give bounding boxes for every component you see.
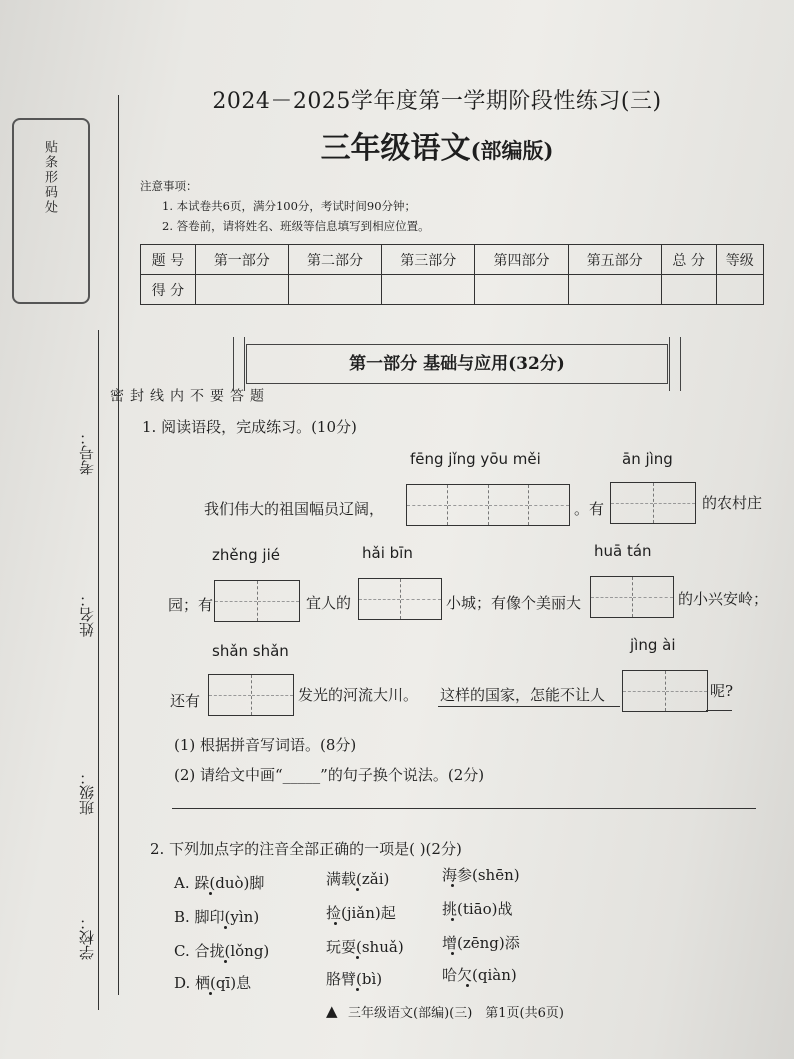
answer-grid-6[interactable] bbox=[208, 674, 294, 716]
pinyin-3: zhěng jié bbox=[212, 546, 280, 564]
q2-option-d[interactable]: D. 栖(qī)息 bbox=[174, 974, 252, 992]
triangle-icon: ▲ bbox=[326, 1002, 338, 1020]
score-table: 题 号 第一部分 第二部分 第三部分 第四部分 第五部分 总 分 等级 得 分 bbox=[140, 244, 764, 305]
field-name: 姓名： bbox=[78, 592, 96, 637]
edition: (部编版) bbox=[470, 138, 554, 163]
q2-option-b[interactable]: B. 脚印(yìn) bbox=[174, 908, 260, 926]
exam-title: 2024－2025学年度第一学期阶段性练习(三) bbox=[212, 89, 662, 114]
note-2: 2. 答卷前，请将姓名、班级等信息填写到相应位置。 bbox=[162, 219, 430, 233]
q2-option-c[interactable]: C. 合拢(lǒng) bbox=[174, 942, 270, 960]
pinyin-2: ān jìng bbox=[622, 450, 673, 468]
exam-paper: 贴条形码处 考号： 姓名： 班级： 学校： 题 答 要 不 内 线 封 密 2024－2025学年度第一学期阶段性练习(三) 三年级语文(部编版) 注意事项： 1. 本试卷共6页，满分100分，考试时间90分钟； 2. 答卷前，请将姓名、班级等信息填写到相应位置。 题 号 第一部分 第二部分 第三部分 第四部分 第五部分 总 分 等级 得 分 第一部分 基础与应用(32分) 1. 阅读语段，完成练习。(10分) fēng jǐng yōu měi ān jìng 我们伟大的祖国幅员辽阔， 。有 的农村庄 zhěng jié hǎi bīn huā tán 园；有 宜人的 小城；有像个美丽大 的小兴安岭； shǎn shǎn jìng ài 还有 发光的河流大川。 这样的国家，怎能不让人 呢? (1) 根据拼音写词语。(8分) (2) 请给文中画“_____”的句子换个说法。(2分) 2. 下列加点字的注音全部正确的一项是( )(2分) A. 跺(duò)脚 满载(zǎi) 海参(shēn) B. 脚印(yìn) 捡(jiǎn)起 挑(tiāo)战 C. 合拢(lǒng) 玩耍(shuǎ) 增(zēng)添 D. 栖(qī)息 胳臂(bì) 哈欠(qiàn) ▲ 三年级语文(部编)(三) 第1页(共6页) bbox=[0, 0, 794, 1059]
pinyin-7: jìng ài bbox=[630, 636, 676, 654]
answer-line[interactable] bbox=[172, 808, 756, 809]
note-1: 1. 本试卷共6页，满分100分，考试时间90分钟； bbox=[162, 199, 417, 213]
subject-title: 三年级语文(部编版) bbox=[320, 131, 554, 166]
underlined-sentence: 这样的国家，怎能不让人 bbox=[440, 686, 606, 704]
seal-line-text: 题 答 要 不 内 线 封 密 bbox=[108, 388, 264, 402]
part1-banner: 第一部分 基础与应用(32分) bbox=[246, 344, 668, 384]
page-footer: 三年级语文(部编)(三) 第1页(共6页) bbox=[348, 1006, 564, 1021]
answer-grid-7[interactable] bbox=[622, 670, 708, 712]
answer-grid-5[interactable] bbox=[590, 576, 674, 618]
q1-sub2: (2) 请给文中画“_____”的句子换个说法。(2分) bbox=[174, 766, 485, 784]
answer-grid-1[interactable] bbox=[406, 484, 570, 526]
pinyin-6: shǎn shǎn bbox=[212, 642, 289, 660]
field-class: 班级： bbox=[78, 770, 96, 815]
score-row-label: 得 分 bbox=[141, 275, 196, 305]
answer-grid-2[interactable] bbox=[610, 482, 696, 524]
pinyin-5: huā tán bbox=[594, 542, 652, 560]
field-exam-no: 考号： bbox=[78, 430, 96, 475]
field-school: 学校： bbox=[78, 915, 96, 960]
notes-heading: 注意事项： bbox=[140, 179, 198, 193]
pinyin-4: hǎi bīn bbox=[362, 544, 413, 562]
q2-option-a[interactable]: A. 跺(duò)脚 bbox=[174, 874, 265, 892]
margin-rule bbox=[118, 95, 119, 995]
q1-sub1: (1) 根据拼音写词语。(8分) bbox=[174, 736, 357, 754]
pinyin-1: fēng jǐng yōu měi bbox=[410, 450, 541, 468]
seal-line bbox=[98, 330, 99, 1010]
barcode-label: 贴条形码处 bbox=[42, 140, 57, 215]
q2-stem: 2. 下列加点字的注音全部正确的一项是( )(2分) bbox=[150, 840, 462, 858]
q1-stem: 1. 阅读语段，完成练习。(10分) bbox=[142, 418, 357, 436]
sentence-underline bbox=[438, 706, 620, 707]
answer-grid-4[interactable] bbox=[358, 578, 442, 620]
score-header: 题 号 bbox=[141, 245, 196, 275]
answer-grid-3[interactable] bbox=[214, 580, 300, 622]
